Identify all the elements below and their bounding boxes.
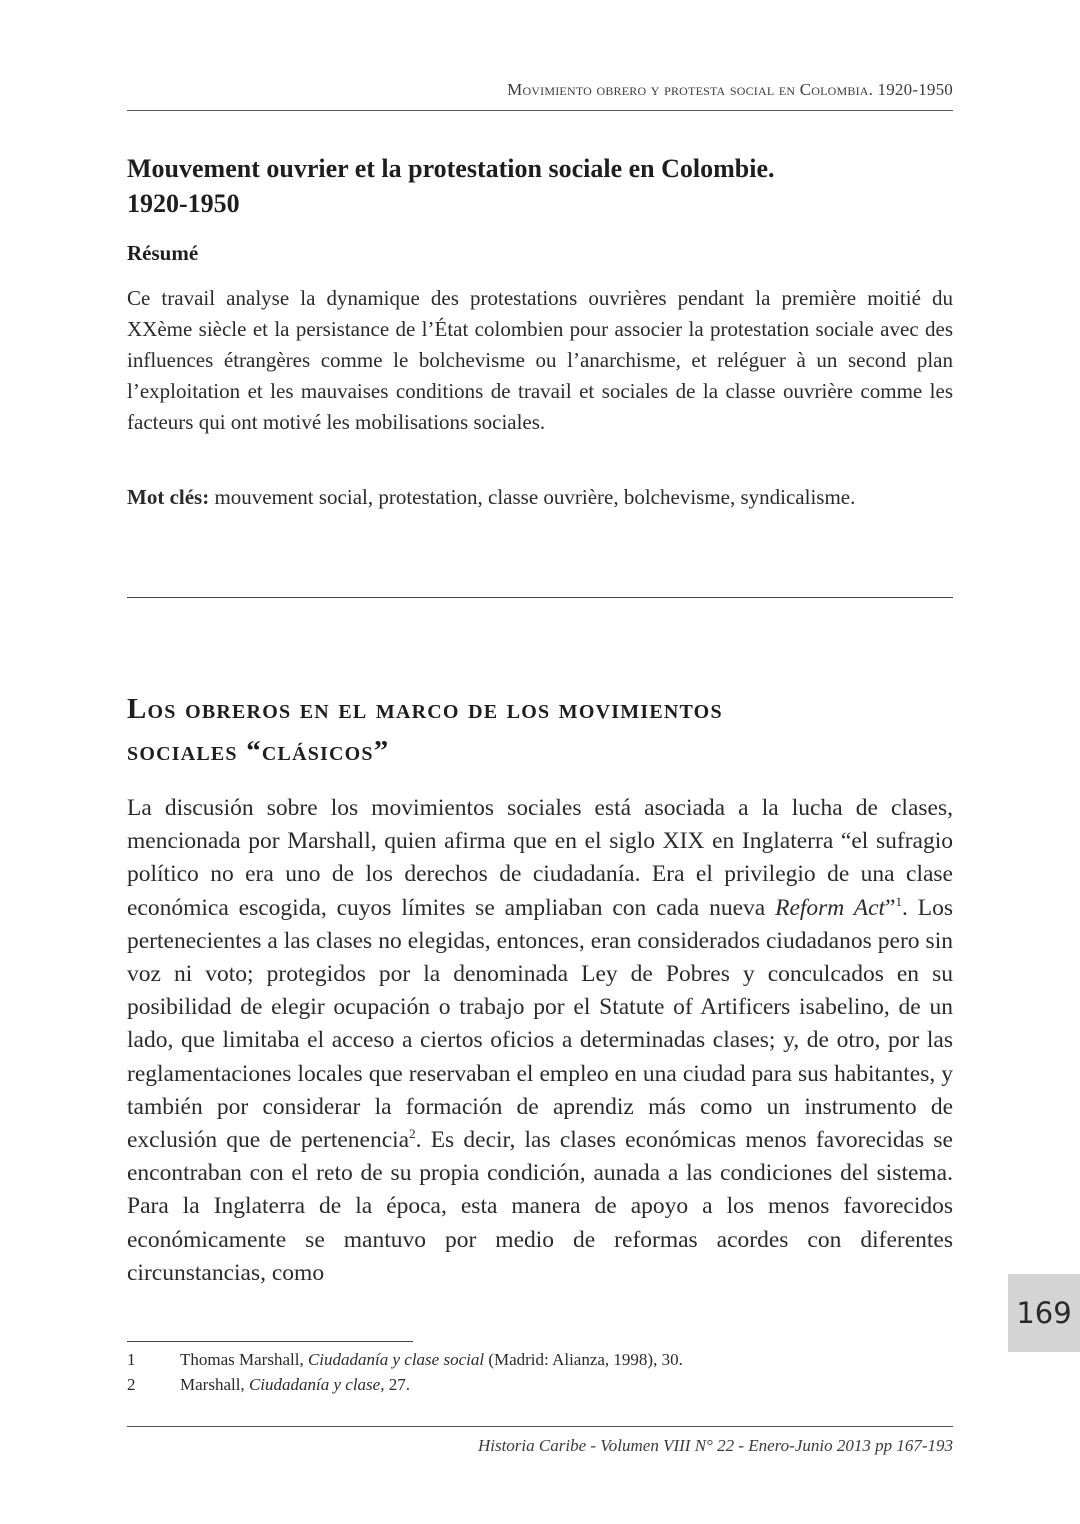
keywords-list: mouvement social, protestation, classe ouvrière, bolchevisme, syndicalisme. xyxy=(214,485,856,509)
footnote-title: Ciudadanía y clase, xyxy=(248,1375,385,1394)
section-heading-line-2: sociales “clásicos” xyxy=(127,735,390,767)
paragraph-part-1: La discusión sobre los movimientos sociales está asociada a la lucha de clases, mencionada por Marshall, quien afirma que en el siglo XIX en Inglaterra “el sufragio político no era uno de los derechos de ciudadanía. Era el privilegio de una clase económica escogida, cuyos límites se ampliaban con cada nueva xyxy=(127,795,953,921)
footnote-text: (Madrid: Alianza, 1998), 30. xyxy=(484,1350,683,1369)
keywords-label: Mot clés: xyxy=(127,485,210,509)
footnote-ref-1[interactable]: 1 xyxy=(895,893,902,909)
footnote-text: Marshall, xyxy=(180,1375,249,1394)
paragraph-part-3: . Es decir, las clases económicas menos favorecidas se encontraban con el reto de su propia condición, aunada a las condiciones del sistema. Para la Inglaterra de la época, esta manera de apoyo a los menos favorecidos económicamente se mantuvo por medio de reformas acordes con diferentes circunstancias, como xyxy=(127,1127,953,1286)
paragraph-italic-term: Reform Act xyxy=(775,894,886,921)
page-number-tab xyxy=(1008,1274,1080,1352)
footnote-1 xyxy=(127,1350,683,1370)
abstract-title-line-2: 1920-1950 xyxy=(127,189,240,218)
abstract-text: Ce travail analyse la dynamique des protestations ouvrières pendant la première moitié du XXème siècle et la persistance de l’État colombien pour associer la protestation sociale avec des influences étrangères comme le bolchevisme ou l’anarchisme, et reléguer à un second plan l’exploitation et les mauvaises conditions de travail et sociales de la classe ouvrière comme les facteurs qui ont motivé les mobilisations sociales. xyxy=(127,286,953,434)
section-divider xyxy=(127,597,953,598)
body-paragraph xyxy=(127,792,953,1290)
footnote-number: 2 xyxy=(127,1375,136,1394)
header-rule xyxy=(127,110,953,111)
abstract-label: Résumé xyxy=(127,241,199,265)
footnote-rule xyxy=(127,1341,413,1342)
footnote-number: 1 xyxy=(127,1350,136,1369)
section-heading xyxy=(127,688,953,772)
footer-rule xyxy=(127,1426,953,1427)
paragraph-part-2: . Los pertenecientes a las clases no elegidas, entonces, eran considerados ciudadanos pero sin voz ni voto; protegidos por la denominada Ley de Pobres y conculcados en su posibilidad de elegir ocupación o trabajo por el Statute of Artificers isabelino, de un lado, que limitaba el acceso a ciertos oficios a determinadas clases; y, de otro, por las reglamentaciones locales que reservaban el empleo en una ciudad para sus habitantes, y también por considerar la formación de aprendiz más como un instrumento de exclusión que de pertenencia xyxy=(127,894,953,1154)
abstract-title-line-1: Mouvement ouvrier et la protestation sociale en Colombie. xyxy=(127,154,775,183)
page-number: 169 xyxy=(1016,1296,1072,1330)
footnote-title: Ciudadanía y clase social xyxy=(307,1350,485,1369)
running-header: Movimiento obrero y protesta social en Colombia. 1920-1950 xyxy=(507,80,953,99)
running-footer: Historia Caribe - Volumen VIII N° 22 - Enero-Junio 2013 pp 167-193 xyxy=(477,1436,953,1455)
abstract-title xyxy=(127,151,887,221)
footnote-2 xyxy=(127,1375,410,1395)
section-heading-line-1: Los obreros en el marco de los movimientos xyxy=(127,693,723,725)
footnote-ref-2[interactable]: 2 xyxy=(409,1126,416,1142)
keywords xyxy=(127,482,953,513)
footnote-text: Thomas Marshall, xyxy=(180,1350,308,1369)
footnote-text: 27. xyxy=(384,1375,410,1394)
paragraph-quote-close: ” xyxy=(885,894,896,921)
